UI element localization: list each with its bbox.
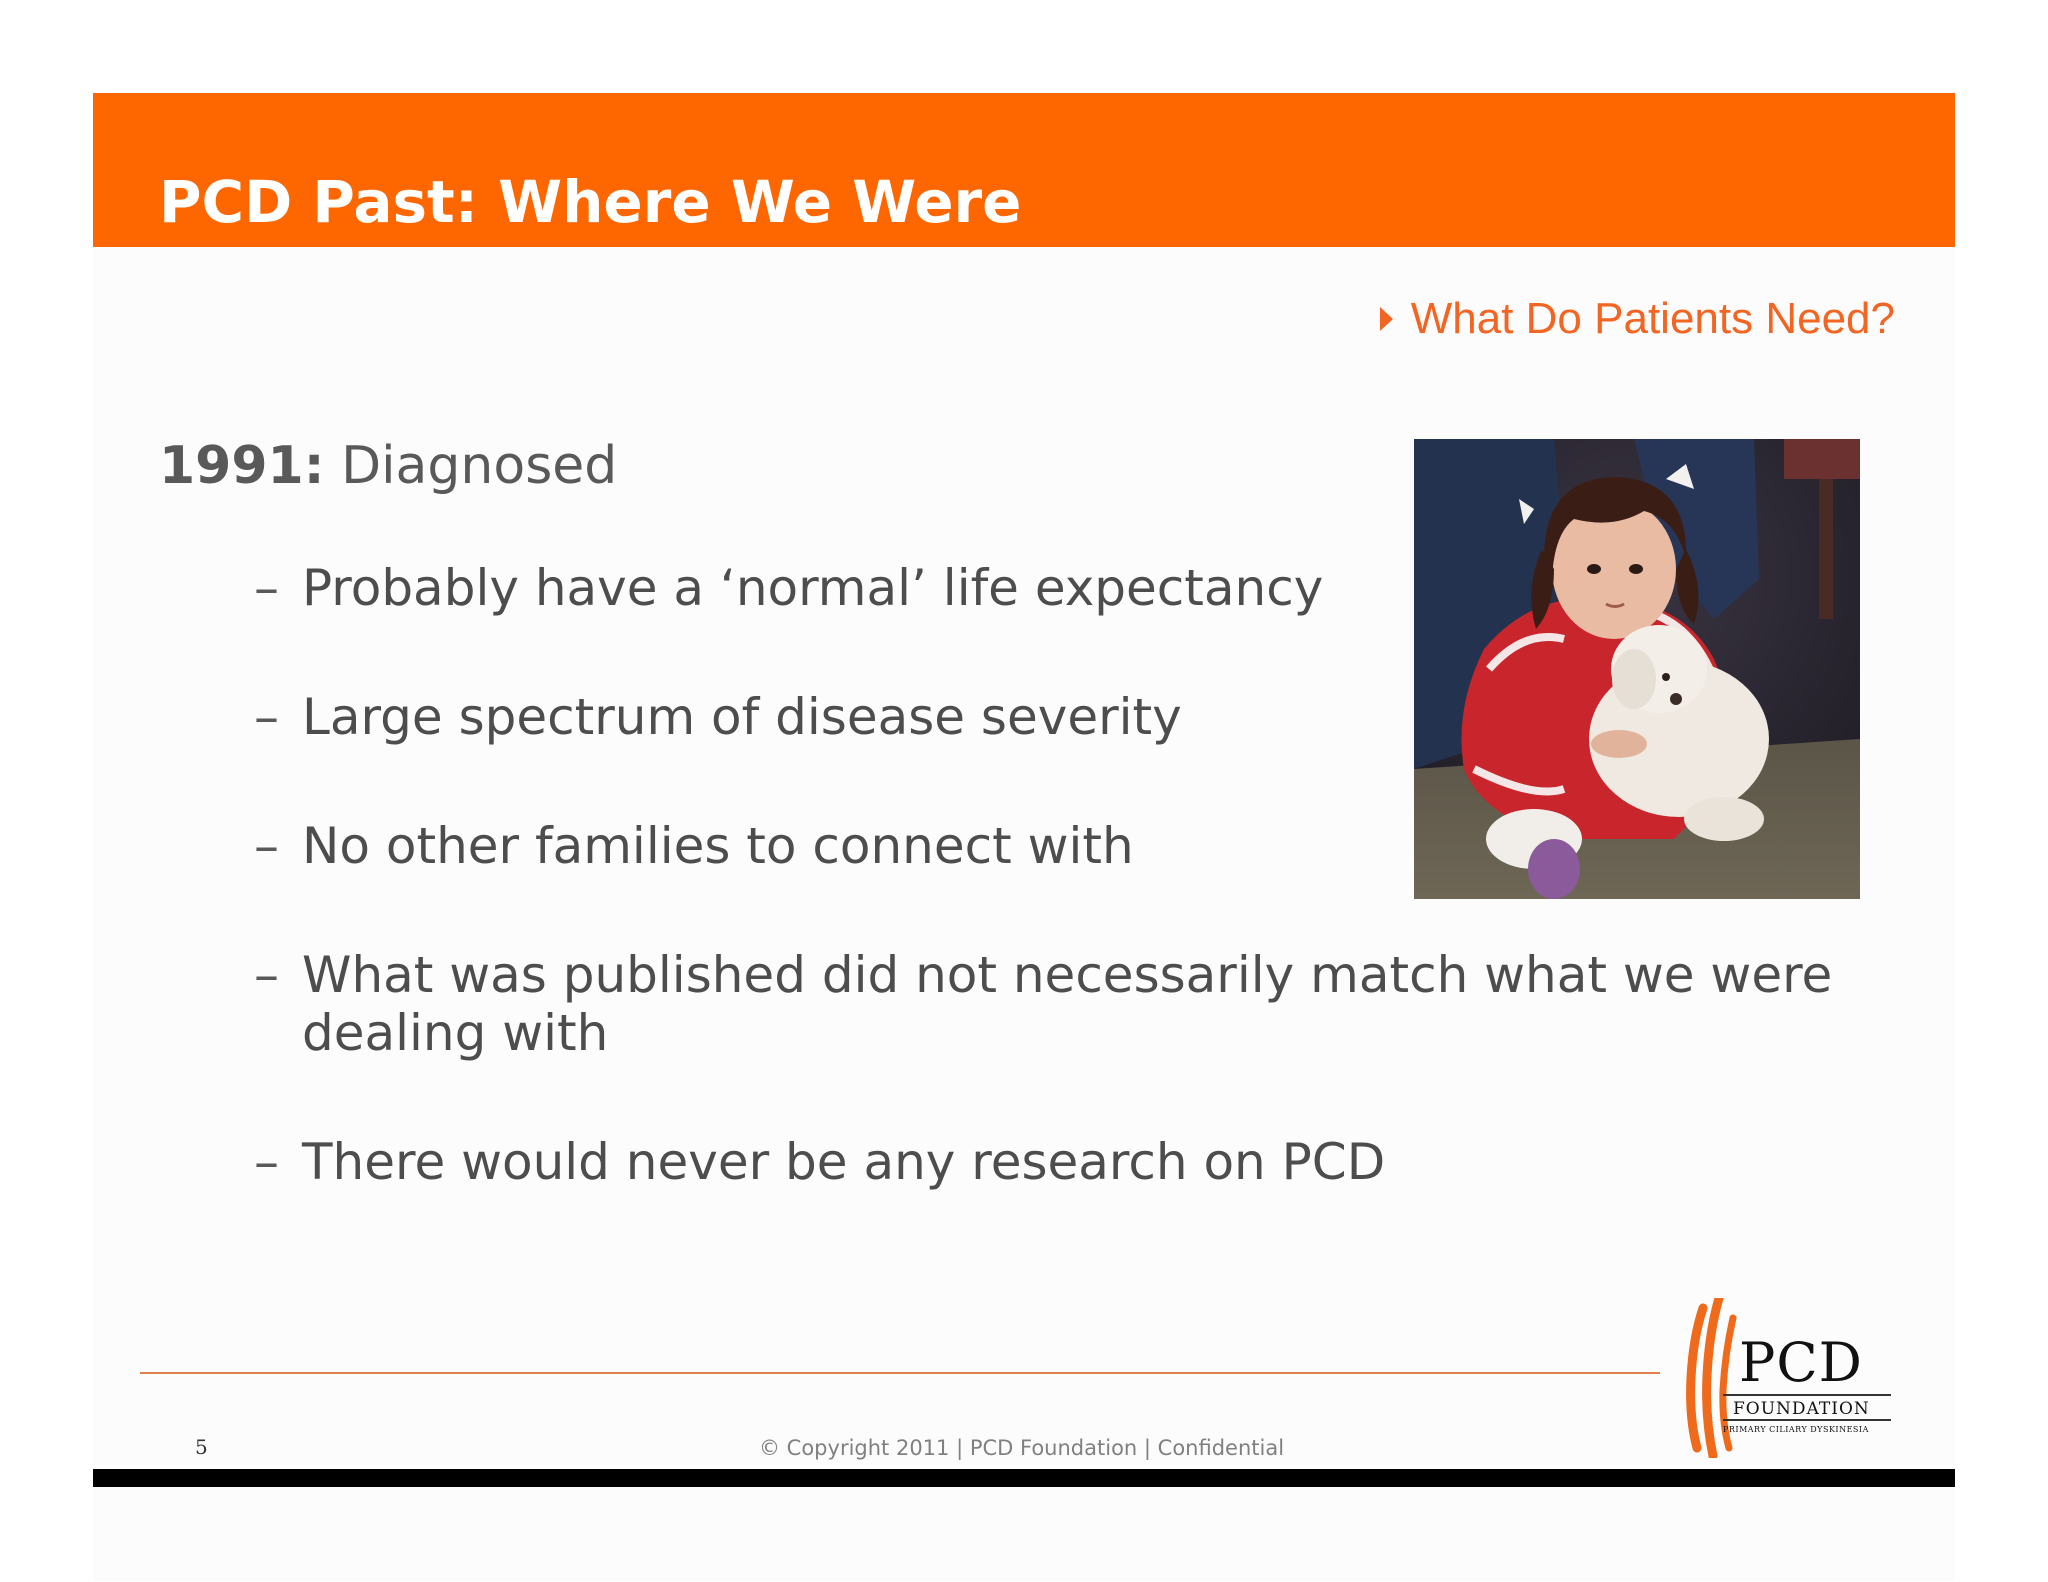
logo-subtitle: FOUNDATION bbox=[1733, 1399, 1870, 1419]
slide-title: PCD Past: Where We Were bbox=[159, 168, 1022, 236]
dash-icon: – bbox=[254, 817, 279, 875]
logo-strokes-icon bbox=[1675, 1298, 1745, 1458]
dash-icon: – bbox=[254, 946, 279, 1004]
section-tag bbox=[1380, 291, 1895, 347]
bullet-item bbox=[254, 1133, 1874, 1191]
slide bbox=[93, 93, 1955, 1581]
bottom-bar bbox=[93, 1469, 1955, 1487]
bullet-text: No other families to connect with bbox=[302, 817, 1134, 875]
triangle-right-icon bbox=[1380, 307, 1393, 331]
pcd-foundation-logo bbox=[1675, 1298, 1905, 1458]
photo-illustration bbox=[1414, 439, 1860, 899]
dash-icon: – bbox=[254, 688, 279, 746]
section-tag-label: What Do Patients Need? bbox=[1410, 294, 1895, 343]
footer-divider bbox=[140, 1372, 1660, 1374]
title-bar bbox=[93, 93, 1955, 247]
bullet-item bbox=[254, 946, 1874, 1062]
bullet-text: There would never be any research on PCD bbox=[302, 1133, 1386, 1191]
dash-icon: – bbox=[254, 559, 279, 617]
page-number: 5 bbox=[195, 1435, 208, 1459]
copyright-text: © Copyright 2011 | PCD Foundation | Confidential bbox=[759, 1436, 1285, 1460]
year-label: 1991: bbox=[159, 436, 325, 496]
dash-icon: – bbox=[254, 1133, 279, 1191]
photo-girl-with-dog bbox=[1414, 439, 1860, 899]
year-heading bbox=[159, 433, 617, 499]
bullet-text: Large spectrum of disease severity bbox=[302, 688, 1182, 746]
logo-tagline: PRIMARY CILIARY DYSKINESIA bbox=[1723, 1425, 1869, 1434]
logo-rule-top bbox=[1723, 1394, 1891, 1396]
logo-wordmark: PCD bbox=[1739, 1331, 1863, 1394]
bullet-text: What was published did not necessarily match what we were dealing with bbox=[302, 946, 1833, 1062]
year-heading-text: Diagnosed bbox=[341, 436, 618, 496]
bullet-text: Probably have a ‘normal’ life expectancy bbox=[302, 559, 1324, 617]
logo-rule-bottom bbox=[1723, 1419, 1891, 1421]
